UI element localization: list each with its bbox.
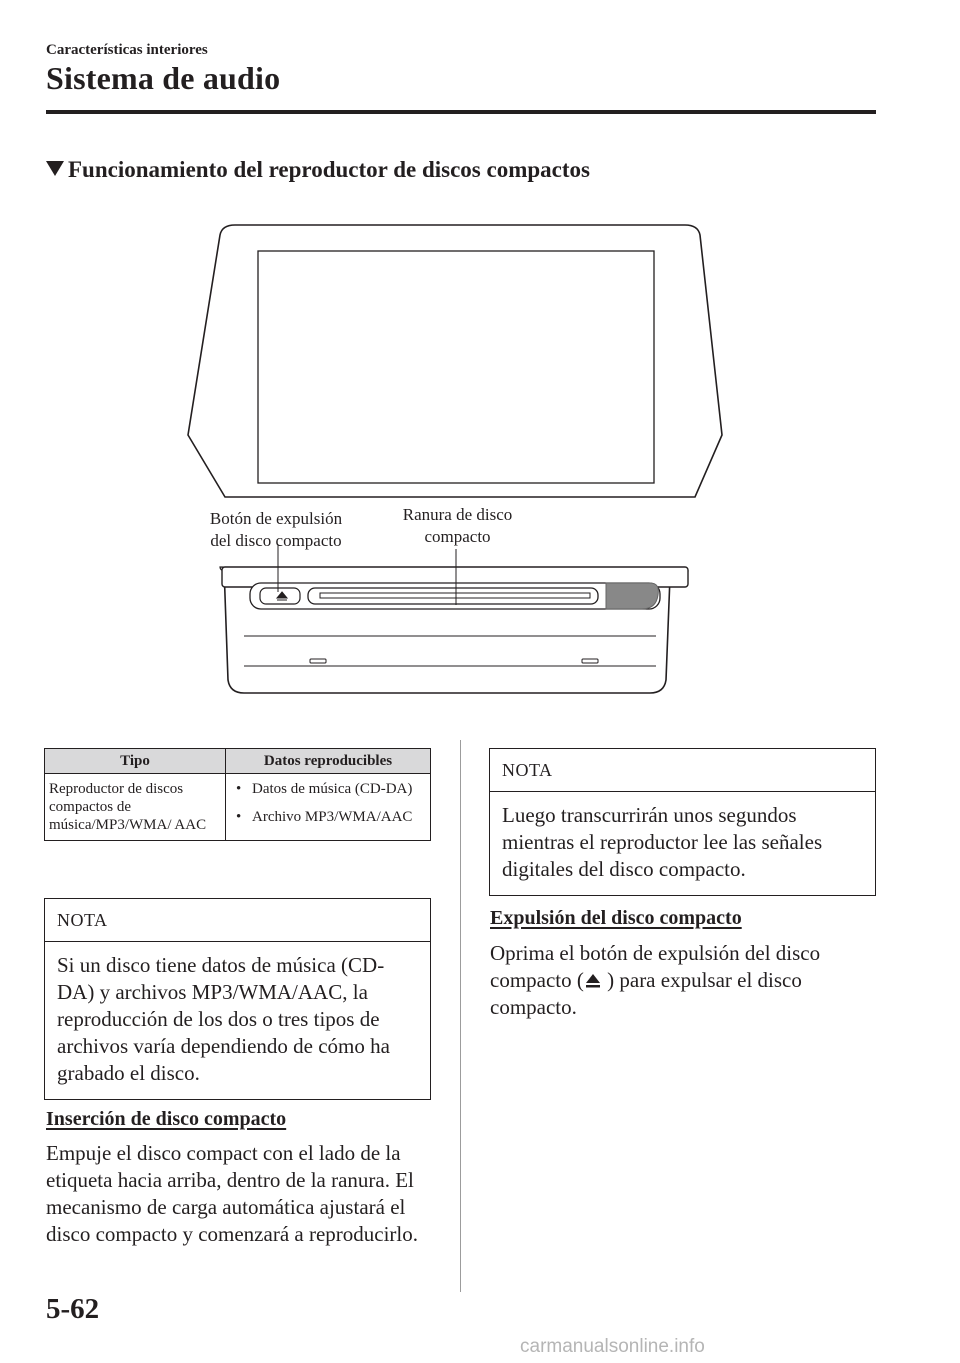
table-header-row	[45, 749, 431, 774]
callout-disc-slot	[370, 504, 545, 548]
data-list	[230, 780, 426, 826]
watermark: carmanualsonline.info	[520, 1336, 705, 1357]
note-label: NOTA	[45, 899, 430, 942]
column-divider	[460, 740, 461, 1292]
table-cell-data	[226, 774, 431, 841]
cd-right-block	[606, 583, 658, 609]
list-item: • Archivo MP3/WMA/AAC	[230, 808, 426, 826]
title-rule	[46, 110, 876, 114]
note-text: Luego transcurrirán unos segundos mientras el reproductor lee las señales digitales del disco compacto.	[502, 803, 823, 881]
callout-eject-button	[186, 508, 366, 552]
insert-text: Empuje el disco compact con el lado de la etiqueta hacia arriba, dentro de la ranura. El mecanismo de carga automática ajustará el disco compacto y comenzará a reproducirlo.	[46, 1141, 419, 1246]
table-row	[45, 774, 431, 841]
playable-media-table	[44, 748, 431, 841]
page-title: Sistema de audio	[46, 60, 281, 96]
callout-eject-line-2: del disco compacto	[210, 531, 342, 550]
table-header-data: Datos reproducibles	[226, 749, 431, 774]
note-label: NOTA	[490, 749, 875, 792]
disc-slot	[308, 588, 598, 604]
list-item: • Datos de música (CD-DA)	[230, 780, 426, 798]
eject-text-after: ) para expulsar el disco compacto.	[490, 968, 802, 1019]
eject-text-before: Oprima el botón de expulsión del disco compacto (	[490, 941, 821, 992]
table-cell-type: Reproductor de discos compactos de música/MP3/WMA/ AAC	[45, 774, 226, 841]
breadcrumb: Características interiores	[46, 42, 208, 58]
note-box-reading	[489, 748, 876, 896]
section-heading	[46, 157, 590, 183]
display-bezel	[188, 225, 722, 497]
cd-player-illustration	[180, 215, 740, 715]
eject-heading: Expulsión del disco compacto	[490, 907, 742, 929]
eject-icon	[584, 972, 602, 990]
section-heading-text: Funcionamiento del reproductor de discos compactos	[68, 157, 590, 182]
eject-text	[490, 940, 880, 1021]
table-header-type: Tipo	[45, 749, 226, 774]
note-box-cd-data	[44, 898, 431, 1100]
triangle-down-icon	[46, 161, 64, 176]
callout-eject-line-1: Botón de expulsión	[209, 509, 343, 528]
insert-heading: Inserción de disco compacto	[46, 1108, 287, 1130]
callout-slot-line-2: compacto	[424, 527, 491, 546]
note-text: Si un disco tiene datos de música (CD-DA) y archivos MP3/WMA/AAC, la reproducción de los dos o tres tipos de archivos varía dependiendo de cómo ha grabado el disco.	[57, 953, 390, 1085]
page-number: 5-62	[46, 1293, 100, 1325]
callout-slot-line-1: Ranura de disco	[402, 505, 513, 524]
